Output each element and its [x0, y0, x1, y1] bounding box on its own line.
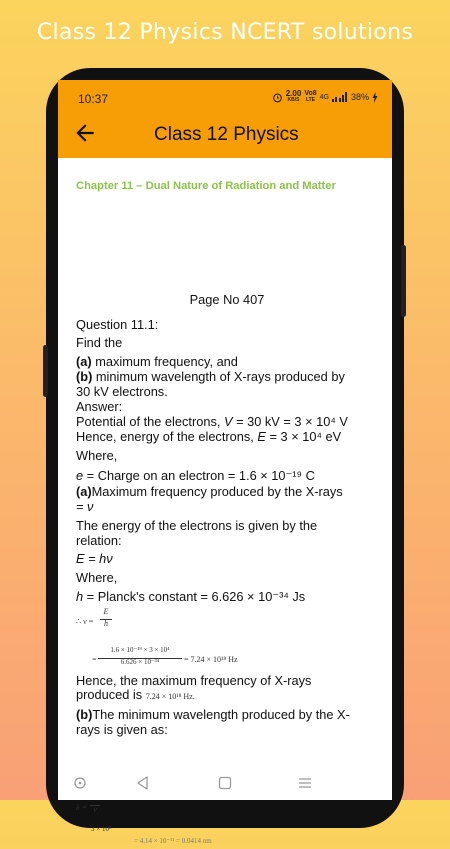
a2-text: Maximum frequency produced by the X-rays: [91, 484, 343, 499]
nav-menu-icon[interactable]: [296, 774, 314, 792]
lte-label: LTE: [305, 97, 316, 103]
planck-text: = Planck's constant = 6.626 × 10⁻³⁴ Js: [83, 589, 306, 604]
b2-line: [76, 707, 350, 722]
hence-line-2: [76, 687, 195, 704]
equation-wavelength: [76, 822, 296, 846]
hence-line-1: Hence, the maximum frequency of X-rays: [76, 673, 312, 688]
status-time: 10:37: [78, 92, 109, 106]
b2-label: (b): [76, 707, 93, 722]
phone-screen: [58, 80, 392, 845]
part-a-line: [76, 354, 238, 369]
find-text: Find the: [76, 335, 123, 350]
energy-line: [76, 429, 341, 444]
eq2-equals: =: [92, 655, 97, 664]
planck-var: h: [76, 589, 84, 604]
network-label: 4G: [319, 93, 329, 101]
app-title: Class 12 Physics: [154, 124, 299, 145]
part-b-text: minimum wavelength of X-rays produced by: [92, 369, 345, 384]
planck-line: [76, 589, 305, 604]
energy-value: = 3 × 10⁴ eV: [265, 429, 342, 444]
eq1-lhs: ∴ ν =: [76, 617, 94, 626]
potential-var: V: [223, 414, 233, 429]
navigation-bar: [58, 766, 392, 800]
part-b-label: (b): [76, 369, 93, 384]
a2-eq: [76, 499, 93, 514]
battery-icon: [372, 92, 378, 103]
eq4-num: 3 × 10⁸: [91, 825, 112, 833]
status-bar: [58, 80, 392, 110]
nav-recent-icon[interactable]: [71, 774, 89, 792]
answer-label: Answer:: [76, 399, 123, 414]
eq2-num: 1.6 × 10⁻¹⁹ × 3 × 10⁴: [98, 643, 182, 659]
equation-frequency: [76, 643, 276, 673]
hence-text-2: produced is: [76, 687, 146, 702]
part-b-line: [76, 369, 345, 384]
promo-title: Class 12 Physics NCERT solutions: [36, 20, 414, 45]
eq4-tail: = 4.14 × 10⁻¹¹ = 0.0414 nm: [134, 837, 212, 845]
battery-percent: 38%: [350, 92, 369, 102]
alarm-icon: [272, 92, 283, 103]
hence-value: 7.24 × 10¹⁸ Hz.: [145, 692, 195, 701]
where-label-1: Where,: [76, 448, 118, 463]
a2-eq-text: = ν: [76, 499, 94, 514]
a2-label: (a): [76, 484, 92, 499]
part-a-text: maximum frequency, and: [91, 354, 238, 369]
net-speed-unit: KB/S: [287, 97, 300, 103]
where-label-2: Where,: [76, 570, 118, 585]
volte-label: Vo8: [304, 90, 317, 97]
app-bar: [58, 110, 392, 158]
nav-back-icon[interactable]: [134, 774, 152, 792]
eq1-den: h: [104, 619, 108, 628]
relation-line: [76, 551, 113, 566]
potential-value: = 30 kV = 3 × 10⁴ V: [232, 414, 348, 429]
potential-line: [76, 414, 348, 429]
b2-text-2: rays is given as:: [76, 722, 168, 737]
eq2-result: = 7.24 × 10¹⁸ Hz: [184, 655, 238, 664]
part-b-text-2: 30 kV electrons.: [76, 384, 168, 399]
eq3-lhs: λ =: [76, 803, 87, 812]
page-number: Page No 407: [189, 292, 265, 307]
signal-icon: [332, 92, 348, 102]
b2-text-1: The minimum wavelength produced by the X-: [92, 707, 350, 722]
nav-home-icon[interactable]: [216, 774, 234, 792]
a2-line: [76, 484, 343, 499]
power-button: [401, 245, 406, 317]
charge-text: = Charge on an electron = 1.6 × 10⁻¹⁹ C: [83, 468, 315, 483]
part-a-label: (a): [76, 354, 92, 369]
energy-text: Hence, energy of the electrons,: [76, 429, 258, 444]
status-icons: [272, 90, 378, 104]
net-speed: 2.00: [285, 89, 302, 98]
volume-button: [43, 345, 48, 397]
eq1-num: E: [100, 604, 112, 620]
charge-var: e: [76, 468, 84, 483]
energy-var: E: [257, 429, 266, 444]
energy-given-2: relation:: [76, 533, 122, 548]
energy-given-1: The energy of the electrons is given by the: [76, 518, 318, 533]
charge-line: [76, 468, 315, 483]
question-label: Question 11.1:: [76, 317, 159, 332]
eq2-den: 6.626 × 10⁻³⁴: [120, 658, 160, 666]
chapter-title: Chapter 11 – Dual Nature of Radiation and Matter: [76, 180, 336, 192]
relation-text: E = hν: [76, 551, 113, 566]
back-arrow-icon[interactable]: [72, 120, 98, 146]
potential-text: Potential of the electrons,: [76, 414, 224, 429]
eq3-den: ν: [93, 805, 97, 814]
